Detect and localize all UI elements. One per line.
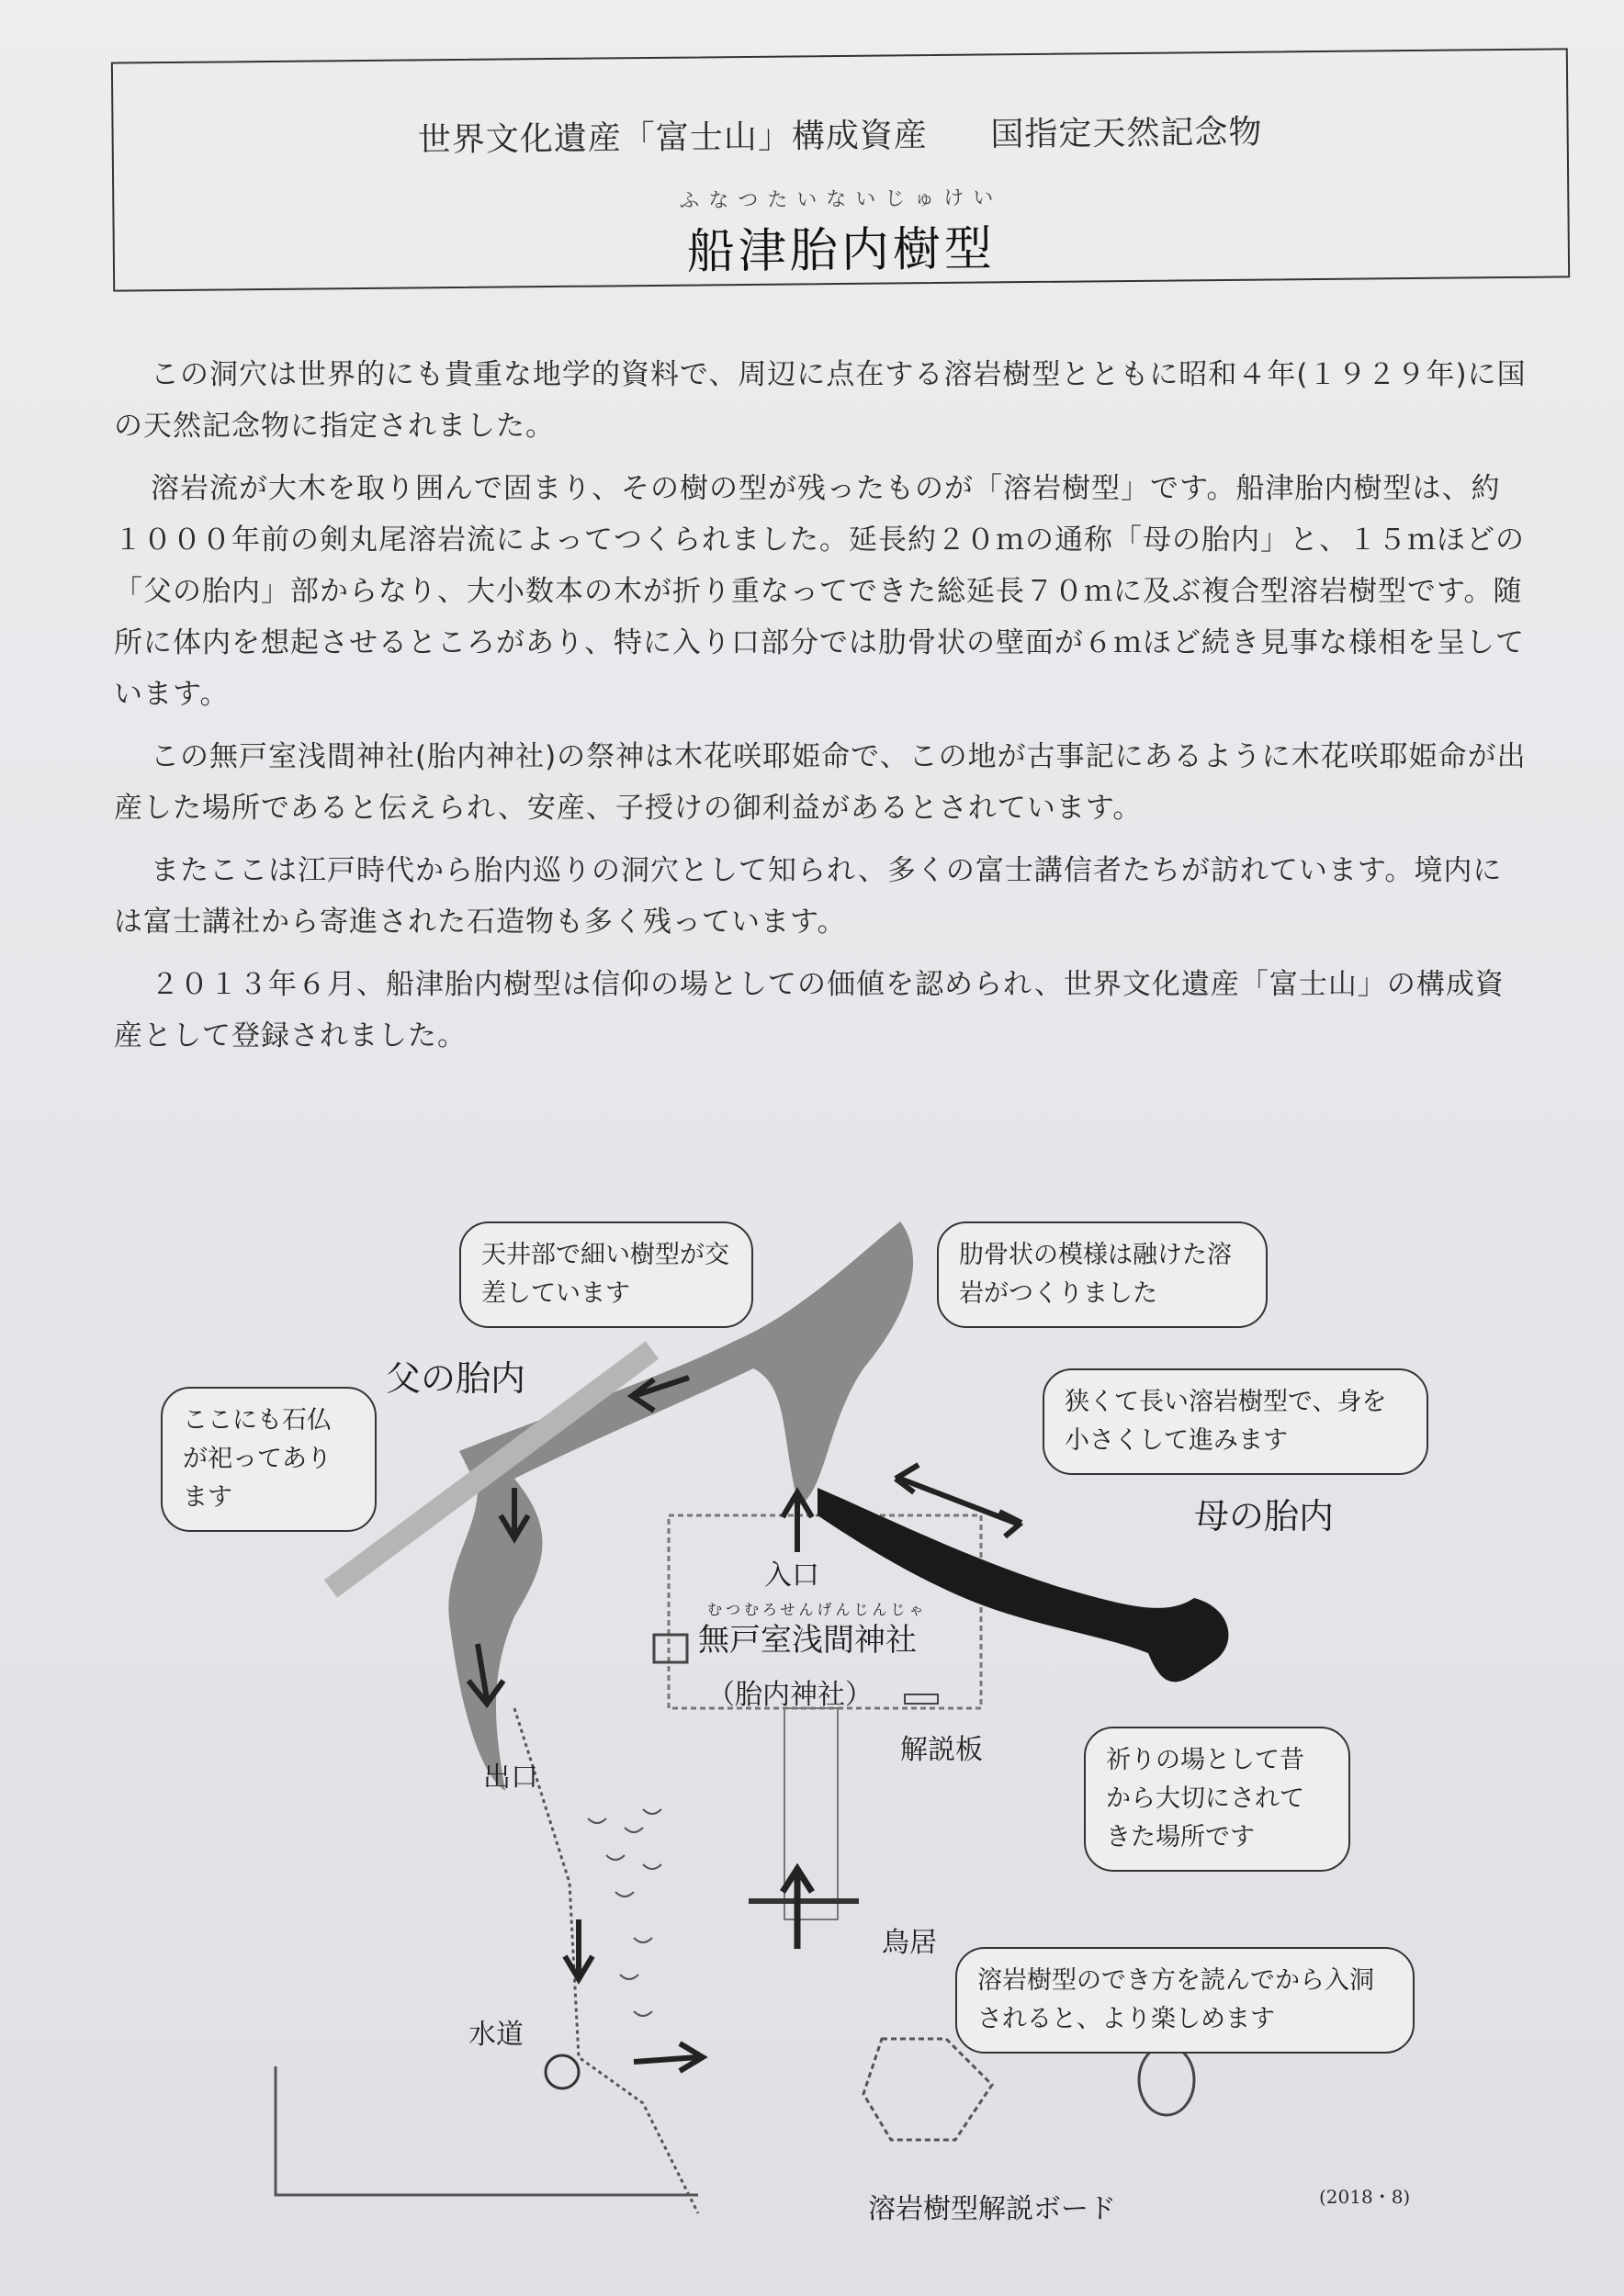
callout-rib: 肋骨状の模様は融けた溶岩がつくりました (937, 1221, 1268, 1328)
heritage-label: 世界文化遺産「富士山」構成資産 (417, 117, 929, 160)
tree-marker (1139, 2045, 1194, 2115)
description-text (114, 349, 1528, 1073)
water-marker (546, 2055, 579, 2088)
date-label: (2018・8) (1319, 2186, 1411, 2208)
callout-narrow: 狭くて長い溶岩樹型で、身を小さくして進みます (1043, 1368, 1428, 1475)
callout-ceiling: 天井部で細い樹型が交差しています (459, 1221, 753, 1328)
header-labels (113, 103, 1566, 163)
paragraph: この洞穴は世界的にも貴重な地学的資料で、周辺に点在する溶岩樹型とともに昭和４年(１９２９年)に国の天然記念物に指定されました。 (114, 358, 1527, 443)
callout-prayer: 祈りの場として昔から大切にされてきた場所です (1084, 1727, 1350, 1872)
boundary-line (276, 2066, 698, 2195)
paragraph: 溶岩流が大木を取り囲んで固まり、その樹の型が残ったものが「溶岩樹型」です。船津胎内樹型は、約１０００年前の剣丸尾溶岩流によってつくられました。延長約２０ｍの通称「母の胎内」と、１５ｍほどの「父の胎内」部からなり、大小数本の木が折り重なってできた総延長７０ｍに及ぶ複合型溶岩樹型です。随所に体内を想起させるところがあり、特に入り口部分では肋骨状の壁面が６ｍほど続き見事な様相を呈しています。 (114, 472, 1525, 711)
exit-label: 出口 (483, 1761, 538, 1794)
callout-read: 溶岩樹型のでき方を読んでから入洞されると、より楽しめます (955, 1947, 1415, 2054)
mother-womb-label: 母の胎内 (1194, 1496, 1335, 1536)
entrance-label: 入口 (764, 1559, 819, 1592)
paragraph: この無戸室浅間神社(胎内神社)の祭神は木花咲耶姫命で、この地が古事記にあるように木花咲耶姫命が出産した場所であると伝えられ、安産、子授けの御利益があるとされています。 (114, 740, 1527, 825)
shrine-building (654, 1635, 687, 1662)
lava-board-label: 溶岩樹型解説ボード (868, 2193, 1116, 2225)
paragraph: またここは江戸時代から胎内巡りの洞穴として知られ、多くの富士講信者たちが訪れています。境内には富士講社から寄進された石造物も多く残っています。 (114, 854, 1503, 939)
monument-label: 国指定天然記念物 (990, 113, 1263, 154)
flow-arrow (565, 1919, 592, 1979)
map-drawing (0, 1185, 1624, 2296)
title-box (111, 48, 1570, 291)
entrance-arrow (783, 1492, 812, 1552)
flow-arrow (634, 2043, 703, 2071)
info-board-marker (905, 1694, 938, 1704)
callout-buddha: ここにも石仏が祀ってあります (161, 1387, 377, 1532)
info-board-label: 解説板 (900, 1734, 983, 1766)
shrine-ruby: むつむろせんげんじんじゃ (707, 1601, 928, 1618)
shrine-label: 無戸室浅間神社 (698, 1622, 917, 1659)
water-label: 水道 (468, 2019, 524, 2051)
father-womb-label: 父の胎内 (386, 1358, 526, 1399)
page-title: 船津胎内樹型 (686, 221, 997, 280)
exit-path (514, 1708, 698, 2213)
title-ruby: ふなつたいないじゅけい (679, 186, 1003, 213)
stone-monuments (588, 1809, 661, 2016)
torii-arrow (783, 1869, 812, 1949)
board-area (863, 2039, 992, 2140)
passage-arrow (896, 1465, 1021, 1536)
cave-map (0, 1185, 1624, 2296)
torii-label: 鳥居 (882, 1927, 937, 1959)
shrine-alt-label: （胎内神社） (707, 1679, 873, 1711)
paragraph: ２０１３年６月、船津胎内樹型は信仰の場としての価値を認められ、世界文化遺産「富士山」の構成資産として登録されました。 (114, 968, 1505, 1052)
